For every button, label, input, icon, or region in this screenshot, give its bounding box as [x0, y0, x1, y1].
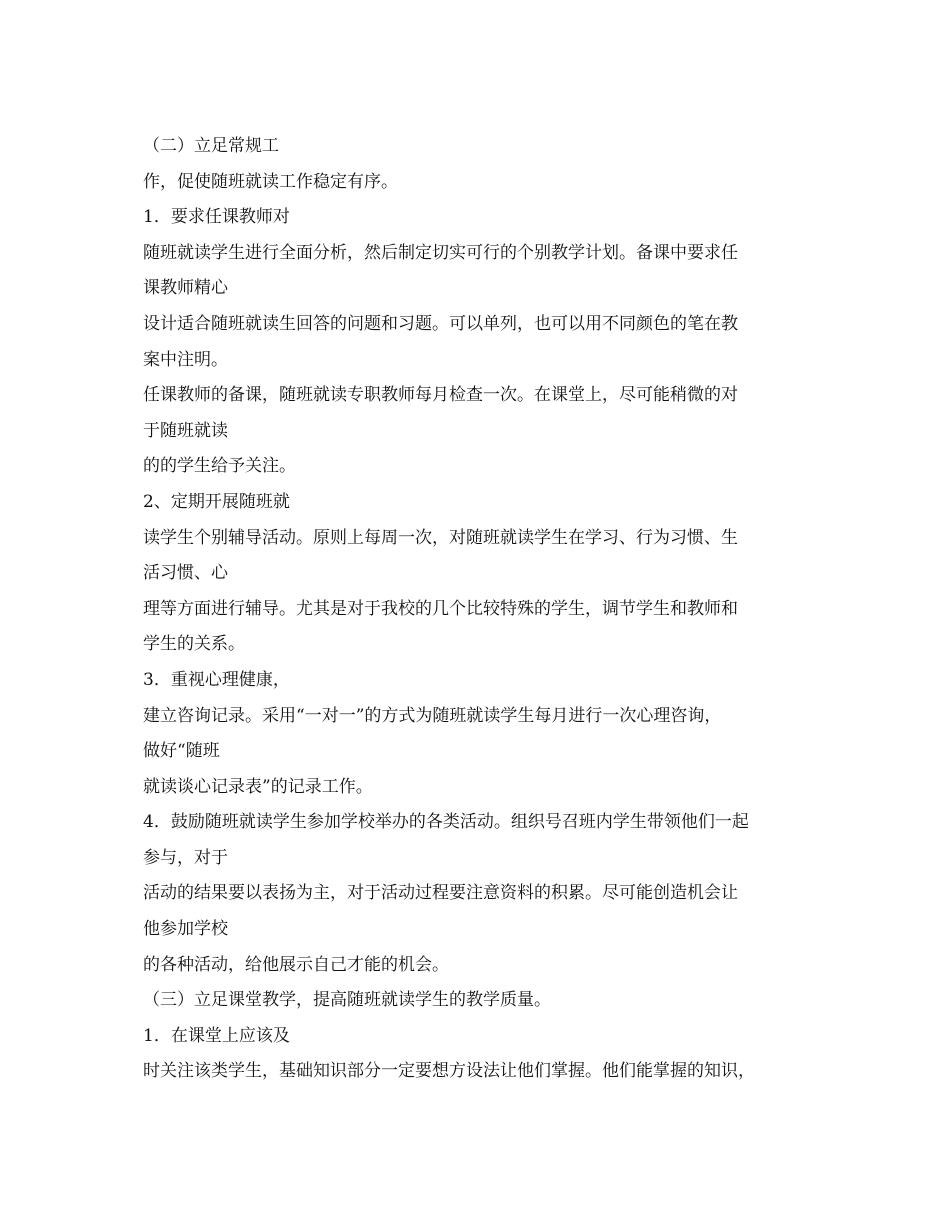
text-line: 4．鼓励随班就读学生参加学校举办的各类活动。组织号召班内学生带领他们一起	[143, 812, 749, 833]
text-line: 1．要求任课教师对	[143, 207, 290, 228]
text-line: 的的学生给予关注。	[143, 456, 296, 477]
text-line: 随班就读学生进行全面分析，然后制定切实可行的个别教学计划。备课中要求任	[143, 242, 738, 263]
text-line: （二）立足常规工	[143, 136, 279, 156]
text-line: 做好“随班	[143, 741, 220, 762]
text-line: 参与，对于	[143, 847, 228, 868]
text-line: 课教师精心	[143, 278, 228, 299]
text-line: 1．在课堂上应该及	[143, 1025, 290, 1046]
text-line: 理等方面进行辅导。尤其是对于我校的几个比较特殊的学生，调节学生和教师和	[143, 598, 738, 619]
text-line: 时关注该类学生，基础知识部分一定要想方设法让他们掌握。他们能掌握的知识，	[143, 1061, 755, 1082]
text-line: 作，促使随班就读工作稳定有序。	[143, 171, 398, 192]
text-line: 就读谈心记录表”的记录工作。	[143, 776, 373, 797]
document-body	[143, 129, 813, 1090]
text-line: 他参加学校	[143, 919, 228, 940]
text-line: 建立咨询记录。采用“一对一”的方式为随班就读学生每月进行一次心理咨询，	[143, 705, 722, 726]
text-line: 3．重视心理健康，	[143, 669, 290, 690]
text-line: 活习惯、心	[143, 563, 228, 584]
text-line: （三）立足课堂教学，提高随班就读学生的教学质量。	[143, 990, 551, 1011]
text-line: 读学生个别辅导活动。原则上每周一次，对随班就读学生在学习、行为习惯、生	[143, 527, 738, 548]
text-line: 学生的关系。	[143, 634, 245, 655]
text-line: 活动的结果要以表扬为主，对于活动过程要注意资料的积累。尽可能创造机会让	[143, 883, 738, 904]
text-line: 2、定期开展随班就	[143, 491, 290, 512]
text-line: 于随班就读	[143, 420, 228, 441]
text-line: 的各种活动，给他展示自己才能的机会。	[143, 954, 449, 975]
text-line: 任课教师的备课，随班就读专职教师每月检查一次。在课堂上，尽可能稍微的对	[143, 385, 738, 406]
text-line: 设计适合随班就读生回答的问题和习题。可以单列，也可以用不同颜色的笔在教	[143, 313, 738, 334]
text-line: 案中注明。	[143, 349, 228, 370]
